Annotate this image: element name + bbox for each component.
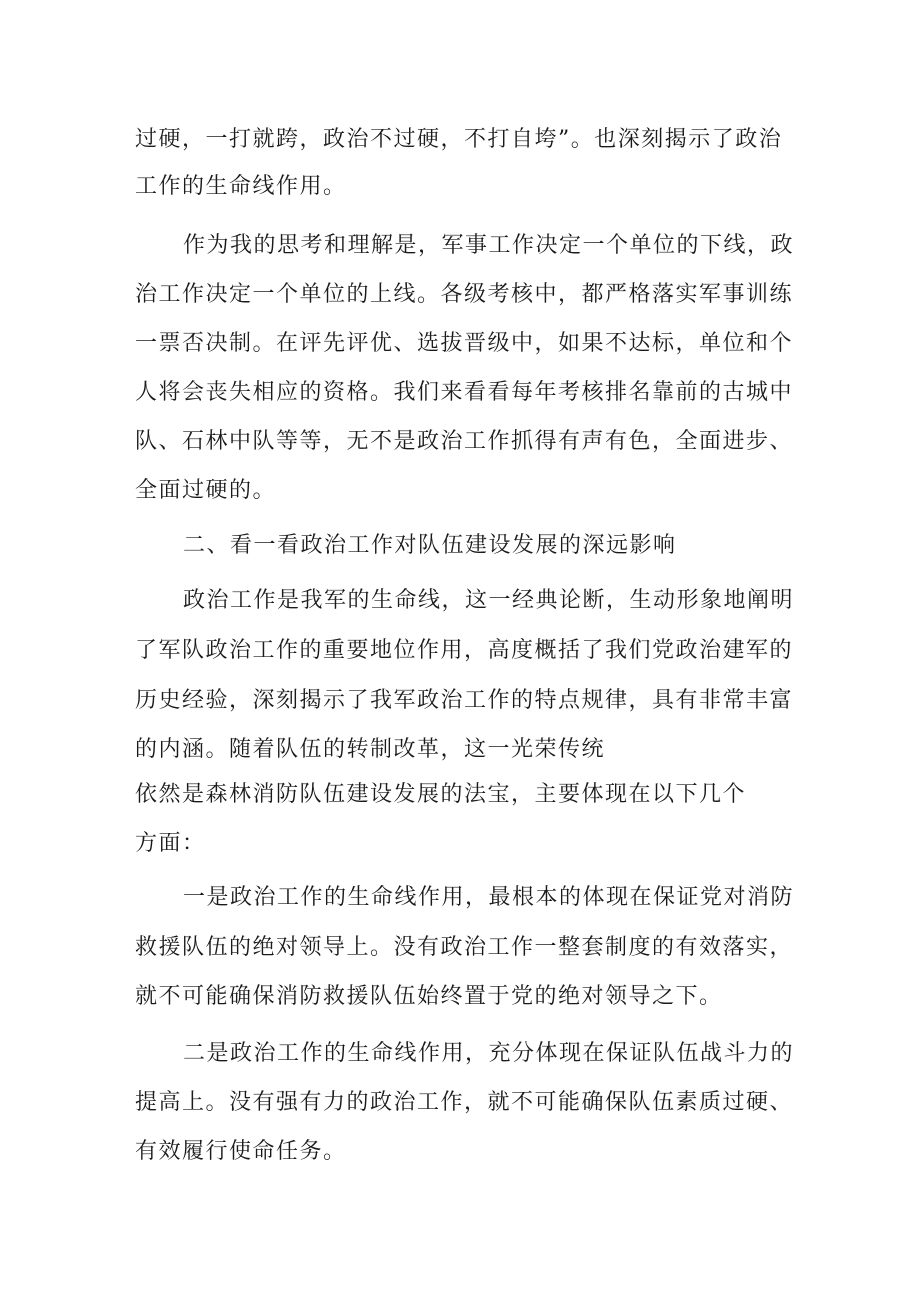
- text-line: 治工作决定一个单位的上线。各级考核中，都严格落实军事训练: [135, 282, 794, 307]
- text-line: 人将会丧失相应的资格。我们来看看每年考核排名靠前的古城中: [135, 380, 794, 405]
- paragraph-first-line: 政治工作是我军的生命线，这一经典论断，生动形象地阐明: [183, 588, 795, 613]
- text-line: 全面过硬的。: [135, 478, 277, 503]
- text-line: 的内涵。随着队伍的转制改革，这一光荣传统: [135, 737, 606, 762]
- text-line: 了军队政治工作的重要地位作用，高度概括了我们党政治建军的: [135, 638, 794, 663]
- text-line: 有效履行使命任务。: [135, 1139, 347, 1164]
- text-line: 工作的生命线作用。: [135, 174, 347, 199]
- text-line: 就不可能确保消防救援队伍始终置于党的绝对领导之下。: [135, 984, 723, 1009]
- text-line: 历史经验，深刻揭示了我军政治工作的特点规律，具有非常丰富: [135, 688, 794, 713]
- text-line: 依然是森林消防队伍建设发展的法宝，主要体现在以下几个: [135, 782, 747, 807]
- text-line: 队、石林中队等等，无不是政治工作抓得有声有色，全面进步、: [135, 429, 794, 454]
- text-line: 一票否决制。在评先评优、选拔晋级中，如果不达标，单位和个: [135, 331, 794, 356]
- text-line: 过硬，一打就跨，政治不过硬，不打自垮”。也深刻揭示了政治: [135, 127, 783, 152]
- paragraph-first-line: 作为我的思考和理解是，军事工作决定一个单位的下线，政: [183, 233, 795, 258]
- paragraph-first-line: 二是政治工作的生命线作用，充分体现在保证队伍战斗力的: [183, 1041, 795, 1066]
- text-line: 方面：: [135, 831, 206, 856]
- section-heading: 二、看一看政治工作对队伍建设发展的深远影响: [183, 533, 677, 558]
- text-line: 救援队伍的绝对领导上。没有政治工作一整套制度的有效落实，: [135, 935, 794, 960]
- text-line: 提高上。没有强有力的政治工作，就不可能确保队伍素质过硬、: [135, 1090, 794, 1115]
- paragraph-first-line: 一是政治工作的生命线作用，最根本的体现在保证党对消防: [183, 885, 795, 910]
